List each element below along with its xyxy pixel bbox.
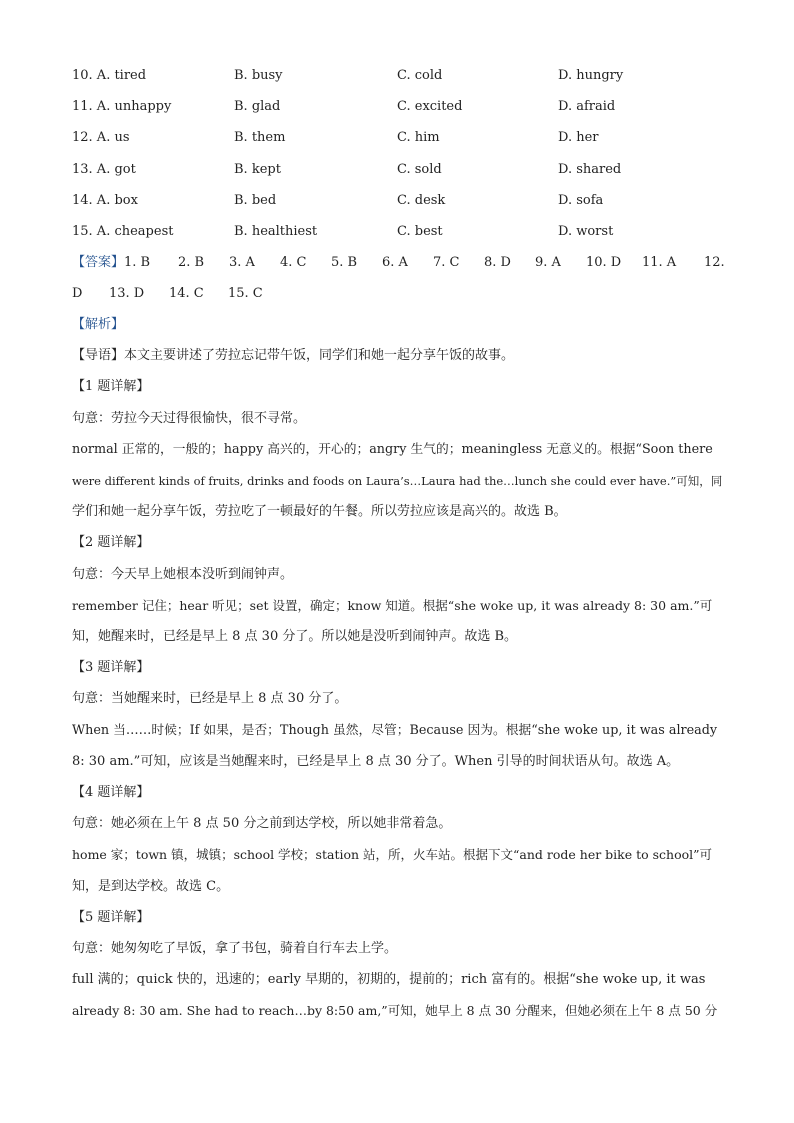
option-row	[72, 66, 732, 97]
answer-item: 10. D	[586, 255, 622, 270]
option-row	[72, 191, 732, 222]
option-d: D. afraid	[558, 99, 616, 115]
option-a: 11. A. unhappy	[72, 99, 172, 115]
intro-line: 【导语】本文主要讲述了劳拉忘记带午饭，同学们和她一起分享午饭的故事。	[72, 348, 515, 363]
q1-explain-line: 学们和她一起分享午饭，劳拉吃了一顿最好的午餐。所以劳拉应该是高兴的。故选 B。	[72, 504, 567, 519]
option-b: B. bed	[234, 192, 277, 208]
option-a: 10. A. tired	[72, 68, 147, 83]
answer-key	[72, 253, 725, 315]
q4-meaning: 句意：她必须在上午 8 点 50 分之前到达学校，所以她非常着急。	[72, 816, 452, 831]
option-b: B. busy	[234, 68, 283, 83]
q5-meaning: 句意：她匆匆吃了早饭，拿了书包，骑着自行车去上学。	[72, 941, 398, 956]
q5-explain-line: full 满的；quick 快的，迅速的；early 早期的，初期的，提前的；rich 富有的。根据“she woke up, it was	[72, 972, 706, 987]
answer-item: 14. C	[169, 286, 204, 302]
answer-label: 【答案】	[72, 255, 125, 270]
option-d: D. her	[558, 130, 599, 146]
option-a: 15. A. cheapest	[72, 223, 174, 239]
answer-line	[72, 284, 722, 315]
answer-item: 9. A	[535, 255, 561, 270]
analysis-label: 【解析】	[72, 317, 125, 332]
option-c: C. desk	[397, 192, 446, 208]
q5-explain-line: already 8: 30 am. She had to reach…by 8:50 am,”可知，她早上 8 点 30 分醒来，但她必须在上午 8 点 50 分	[72, 1003, 718, 1018]
option-c: C. sold	[397, 161, 442, 177]
q2-explain-line: 知，她醒来时，已经是早上 8 点 30 分了。所以她是没听到闹钟声。故选 B。	[72, 629, 518, 644]
q4-explain-line: home 家；town 镇，城镇；school 学校；station 站，所，火车站。根据下文“and rode her bike to school”可	[72, 847, 713, 862]
q2-heading: 【2 题详解】	[72, 535, 150, 550]
answer-item: 11. A	[642, 255, 677, 270]
option-row	[72, 160, 732, 191]
answer-item: 1. B	[124, 255, 151, 270]
q1-heading: 【1 题详解】	[72, 379, 150, 394]
q1-explain-line: normal 正常的，一般的；happy 高兴的，开心的；angry 生气的；meaningless 无意义的。根据“Soon there	[72, 442, 713, 457]
options-table	[72, 66, 732, 253]
option-row	[72, 97, 732, 128]
option-c: C. best	[397, 223, 443, 239]
answer-item: 8. D	[484, 255, 511, 270]
option-a: 12. A. us	[72, 130, 130, 146]
option-a: 14. A. box	[72, 192, 138, 208]
option-a: 13. A. got	[72, 161, 136, 177]
option-d: D. worst	[558, 223, 614, 239]
q3-explain-line: When 当……时候；If 如果，是否；Though 虽然，尽管；Because 因为。根据“she woke up, it was already	[72, 723, 718, 738]
q3-heading: 【3 题详解】	[72, 660, 150, 675]
answer-item: 12.	[704, 255, 725, 270]
option-b: B. glad	[234, 99, 281, 115]
q2-meaning: 句意：今天早上她根本没听到闹钟声。	[72, 567, 294, 582]
answer-item: D	[72, 286, 83, 302]
q3-meaning: 句意：当她醒来时，已经是早上 8 点 30 分了。	[72, 691, 348, 706]
option-b: B. them	[234, 130, 286, 146]
option-d: D. sofa	[558, 192, 604, 208]
answer-line	[72, 253, 725, 284]
answer-item: 3. A	[229, 255, 255, 270]
q5-heading: 【5 题详解】	[72, 910, 150, 925]
q3-explain-line: 8: 30 am.”可知，应该是当她醒来时，已经是早上 8 点 30 分了。When 引导的时间状语从句。故选 A。	[72, 754, 680, 769]
option-c: C. him	[397, 130, 440, 146]
option-row	[72, 128, 732, 159]
option-d: D. hungry	[558, 68, 624, 83]
option-row	[72, 222, 732, 253]
q1-meaning: 句意：劳拉今天过得很愉快，很不寻常。	[72, 411, 307, 426]
answer-item: 4. C	[280, 255, 307, 270]
option-c: C. cold	[397, 68, 443, 83]
answer-item: 15. C	[228, 286, 263, 302]
q2-explain-line: remember 记住；hear 听见；set 设置，确定；know 知道。根据“she woke up, it was already 8: 30 am.”可	[72, 598, 713, 613]
option-c: C. excited	[397, 99, 463, 115]
answer-item: 6. A	[382, 255, 408, 270]
option-b: B. healthiest	[234, 223, 318, 239]
option-d: D. shared	[558, 161, 622, 177]
answer-item: 13. D	[109, 286, 145, 302]
answer-item: 5. B	[331, 255, 358, 270]
q1-explain-line: were different kinds of fruits, drinks and foods on Laura’s…Laura had the…lunch she could ever have.”可知，同	[72, 474, 723, 488]
option-b: B. kept	[234, 161, 281, 177]
q4-explain-line: 知，是到达学校。故选 C。	[72, 879, 230, 894]
q4-heading: 【4 题详解】	[72, 785, 150, 800]
answer-item: 2. B	[178, 255, 205, 270]
answer-item: 7. C	[433, 255, 460, 270]
